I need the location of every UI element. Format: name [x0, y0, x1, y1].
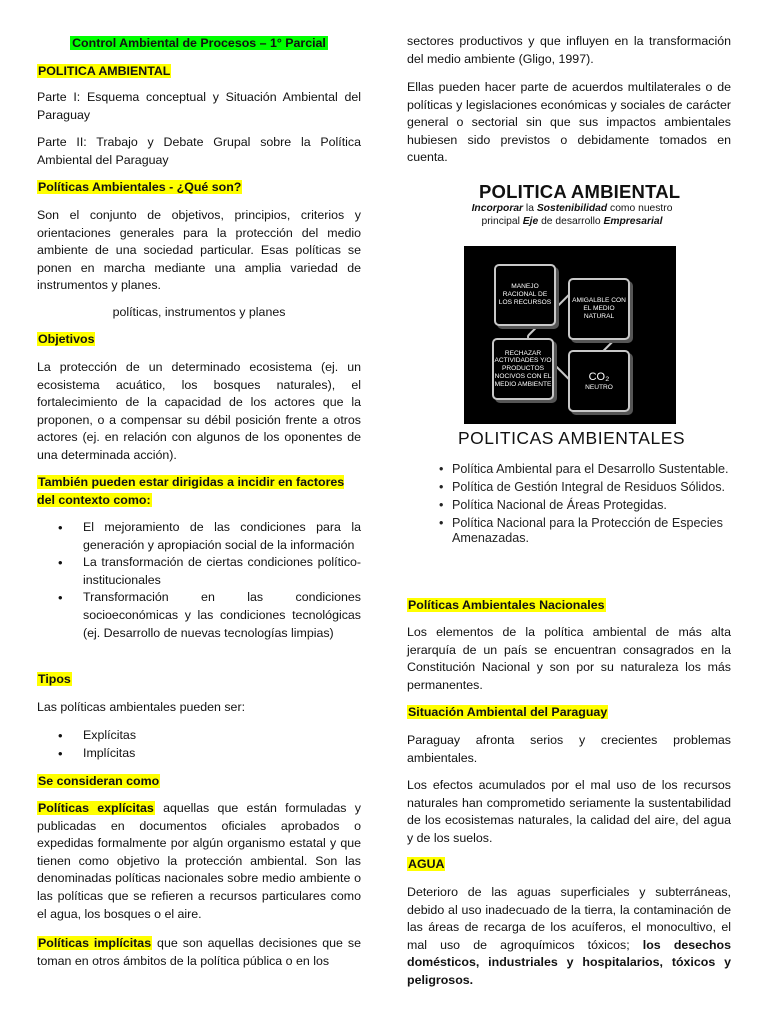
implicitas-paragraph: [37, 935, 361, 970]
figure-subtitle-part: como nuestro principal: [481, 203, 673, 227]
figure-subtitle-part: Eje: [522, 216, 539, 227]
situacion-heading-wrap: [407, 704, 731, 722]
list-item: • Explícitas: [37, 727, 361, 745]
figure-heading: POLITICAS AMBIENTALES: [458, 428, 686, 448]
subtitle-text: políticas, instrumentos y planes: [112, 305, 286, 319]
tipos-intro: Las políticas ambientales pueden ser:: [37, 700, 246, 714]
q-heading: Políticas Ambientales - ¿Qué son?: [38, 180, 242, 194]
efectos-text: Los efectos acumulados por el mal uso de los recursos naturales han comprometido seriamente la sustentabilidad de los ecosistemas naturales, la calidad del aire, del agua y de los suelos.: [407, 778, 731, 845]
section-title: POLITICA AMBIENTAL: [38, 64, 171, 78]
agua-heading-wrap: [407, 856, 731, 874]
nacionales-heading: Políticas Ambientales Nacionales: [408, 598, 605, 612]
acuerdos-text: Ellas pueden hacer parte de acuerdos multilaterales o de políticas y legislaciones económicas y sociales de carácter general o sectorial sin que sus impactos ambientales hubiesen sido previstos o debidamente tomados en cuenta.: [407, 80, 731, 165]
tile-label: RECHAZAR ACTIVIDADES Y/O PRODUCTOS NOCIVOS CON EL MEDIO AMBIENTE: [494, 349, 552, 388]
list-item: • Transformación en las condiciones socioeconómicas y las condiciones tecnológicas (ej. Desarrollo de nuevas tecnologías limpias): [37, 589, 361, 642]
implicitas-text: que son aquellas decisiones que se toman en otros ámbitos de la política pública o en los: [37, 936, 361, 968]
agua-heading: AGUA: [408, 857, 445, 871]
continuation-text: sectores productivos y que influyen en la transformación del medio ambiente (Gligo, 1997).: [407, 34, 731, 66]
figure-subtitle: [467, 202, 677, 228]
factores-heading-wrap: [37, 474, 361, 509]
q-heading-wrap: [37, 179, 361, 197]
figure-diagram: [464, 246, 676, 424]
nacionales-heading-wrap: [407, 597, 731, 615]
figure-list: [437, 462, 737, 549]
implicitas-label: Políticas implícitas: [38, 936, 152, 950]
explicitas-text: aquellas que están formuladas y publicadas en documentos oficiales aprobados o expedidas formalmente por algún organismo estatal y que tienen como objetivo la protección ambiental. Son las denominadas políticas nacionales sobre medio ambiente o las políticas que se refieren a recursos particulares como el agua, los bosques o el aire.: [37, 801, 361, 921]
explicitas-label: Políticas explícitas: [38, 801, 154, 815]
tile-label-main: CO₂: [588, 371, 610, 384]
list-item: • Política de Gestión Integral de Residuos Sólidos.: [437, 480, 737, 495]
explicitas-paragraph: [37, 800, 361, 923]
list-item: • Implícitas: [37, 745, 361, 763]
tile-label: AMIGALBLE CON EL MEDIO NATURAL: [572, 297, 626, 320]
course-title: Control Ambiental de Procesos – 1° Parcial: [72, 36, 326, 50]
objetivos-text: La protección de un determinado ecosistema (ej. un ecosistema acuático, los bosques naturales), el fortalecimiento de la capacidad de los actores que la proponen, o a compensar su débil posición frente a otros actores (ej. en relación con algunos de los oponentes de una determinada acción).: [37, 360, 361, 462]
figure-subtitle-part: de desarrollo: [538, 216, 604, 227]
figure-subtitle-part: Incorporar: [471, 203, 524, 214]
part1-text: Parte I: Esquema conceptual y Situación Ambiental del Paraguay: [37, 90, 361, 122]
figure-subtitle-part: Sostenibilidad: [536, 203, 608, 214]
tipos-list: [37, 727, 361, 762]
tipos-heading: Tipos: [38, 672, 71, 686]
course-title-wrap: [37, 35, 361, 53]
tile-rechazar: [492, 338, 554, 400]
objetivos-heading-wrap: [37, 331, 361, 349]
figure-title: POLITICA AMBIENTAL: [479, 181, 681, 202]
figure-subtitle-part: Empresarial: [603, 216, 663, 227]
tile-amigable: [568, 278, 630, 340]
agua-paragraph: [407, 884, 731, 990]
agua-text-1: Deterioro de las aguas superficiales y subterráneas, debido al uso inadecuado de la tierra, la contaminación de las áreas de recarga de los acuíferos, el monocultivo, el mal uso de agroquímicos tóxicos;: [407, 885, 731, 952]
factores-list: [37, 519, 361, 642]
situacion-heading: Situación Ambiental del Paraguay: [408, 705, 608, 719]
tipos-heading-wrap: [37, 671, 361, 689]
agua-text-2: los desechos domésticos, industriales y hospitalarios, tóxicos y peligrosos.: [407, 937, 731, 987]
list-item: • Política Nacional para la Protección de Especies Amenazadas.: [437, 516, 737, 546]
objetivos-heading: Objetivos: [38, 332, 95, 346]
figure-subtitle-part: la: [523, 203, 537, 214]
nacionales-text: Los elementos de la política ambiental de más alta jerarquía de un país se encuentran consagrados en la Constitución Nacional y son por su naturaleza los más permanentes.: [407, 625, 731, 692]
list-item: • El mejoramiento de las condiciones para la generación y apropiación social de la información: [37, 519, 361, 554]
tile-co2: [568, 350, 630, 412]
list-item: • La transformación de ciertas condiciones político-institucionales: [37, 554, 361, 589]
tile-label: MANEJO RACIONAL DE LOS RECURSOS: [498, 283, 552, 306]
list-item: • Política Ambiental para el Desarrollo Sustentable.: [437, 462, 737, 477]
part2-text: Parte II: Trabajo y Debate Grupal sobre la Política Ambiental del Paraguay: [37, 135, 361, 167]
definition-text: Son el conjunto de objetivos, principios, criterios y orientaciones generales para la protección del medio ambiente de una sociedad particular. Esas políticas se ponen en marcha mediante una amplia variedad de instrumentos y planes.: [37, 208, 361, 293]
consideran-heading-wrap: [37, 773, 361, 791]
tile-manejo: [494, 264, 556, 326]
section-title-wrap: [37, 63, 361, 81]
list-item: • Política Nacional de Áreas Protegidas.: [437, 498, 737, 513]
situacion-text: Paraguay afronta serios y crecientes problemas ambientales.: [407, 733, 731, 765]
consideran-heading: Se consideran como: [38, 774, 160, 788]
factores-heading: También pueden estar dirigidas a incidir en factores del contexto como:: [37, 475, 345, 507]
tile-label-sub: NEUTRO: [585, 384, 613, 392]
